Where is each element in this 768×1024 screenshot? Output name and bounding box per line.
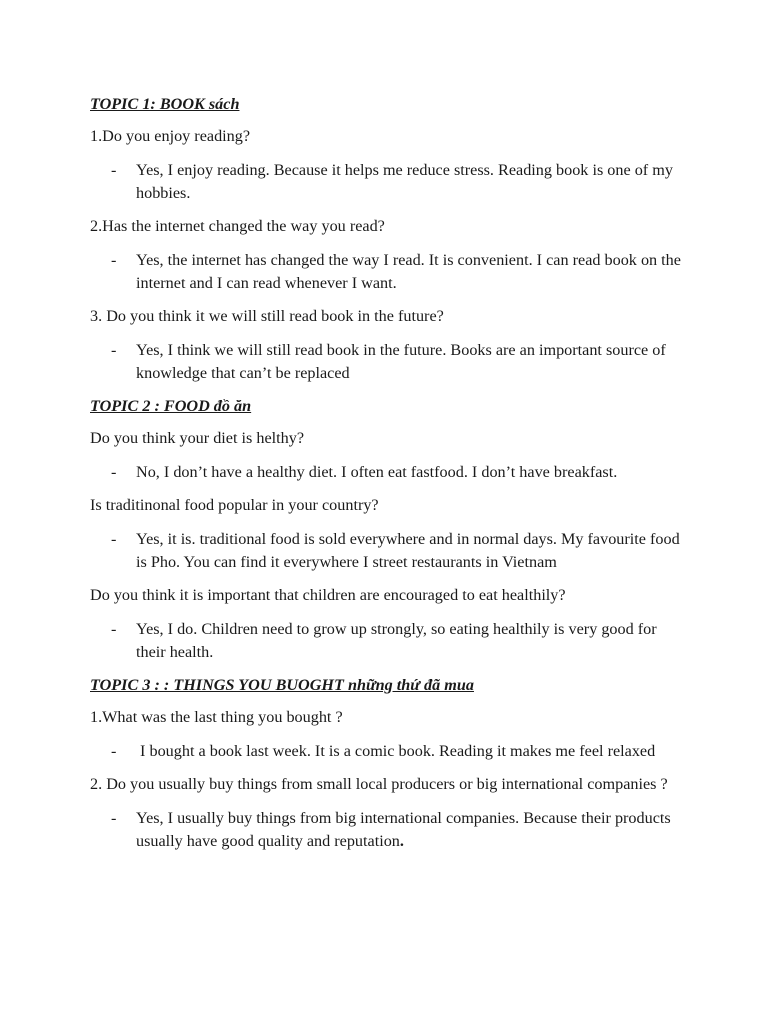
question: Do you think your diet is helthy?: [90, 429, 305, 447]
question: Is traditinonal food popular in your country?: [90, 496, 379, 514]
topic-2-heading: TOPIC 2 : FOOD đồ ăn: [90, 397, 252, 415]
question: 1.What was the last thing you bought ?: [90, 708, 343, 726]
answer-item: [90, 249, 690, 295]
answer-text: Yes, I think we will still read book in the future. Books are an important source of knowledge that can’t be replaced: [136, 341, 666, 382]
bullet-dash: -: [111, 742, 117, 760]
question: 2.Has the internet changed the way you read?: [90, 217, 385, 235]
question: 2. Do you usually buy things from small local producers or big international companies ?: [90, 775, 668, 793]
answer-end-period: .: [399, 832, 404, 850]
answer-item: [90, 159, 690, 205]
answer-text: Yes, I do. Children need to grow up strongly, so eating healthily is very good for their health.: [136, 620, 657, 661]
answer-item: [90, 461, 690, 484]
topic-3-heading: TOPIC 3 : : THINGS YOU BUOGHT những thứ đã mua: [90, 676, 474, 694]
answer-text: I bought a book last week. It is a comic book. Reading it makes me feel relaxed: [136, 742, 656, 760]
question: 3. Do you think it we will still read book in the future?: [90, 307, 444, 325]
bullet-dash: -: [111, 463, 117, 481]
question: 1.Do you enjoy reading?: [90, 127, 251, 145]
question: Do you think it is important that children are encouraged to eat healthily?: [90, 586, 566, 604]
bullet-dash: -: [111, 341, 117, 359]
answer-item: [90, 807, 690, 853]
answer-item: [90, 528, 690, 574]
answer-text: Yes, I usually buy things from big international companies. Because their products usually have good quality and reputation: [136, 809, 671, 850]
answer-text: Yes, the internet has changed the way I read. It is convenient. I can read book on the internet and I can read whenever I want.: [136, 251, 681, 292]
bullet-dash: -: [111, 530, 117, 548]
answer-item: [90, 339, 690, 385]
topic-1-heading: TOPIC 1: BOOK sách: [90, 95, 240, 113]
bullet-dash: -: [111, 809, 117, 827]
answer-item: [90, 740, 690, 763]
answer-item: [90, 618, 690, 664]
bullet-dash: -: [111, 161, 117, 179]
answer-text: Yes, it is. traditional food is sold everywhere and in normal days. My favourite food is Pho. You can find it everywhere I street restaurants in Vietnam: [136, 530, 680, 571]
answer-text: Yes, I enjoy reading. Because it helps me reduce stress. Reading book is one of my hobbies.: [136, 161, 673, 202]
bullet-dash: -: [111, 251, 117, 269]
answer-text: No, I don’t have a healthy diet. I often eat fastfood. I don’t have breakfast.: [136, 463, 618, 481]
document-page: [90, 93, 690, 863]
bullet-dash: -: [111, 620, 117, 638]
